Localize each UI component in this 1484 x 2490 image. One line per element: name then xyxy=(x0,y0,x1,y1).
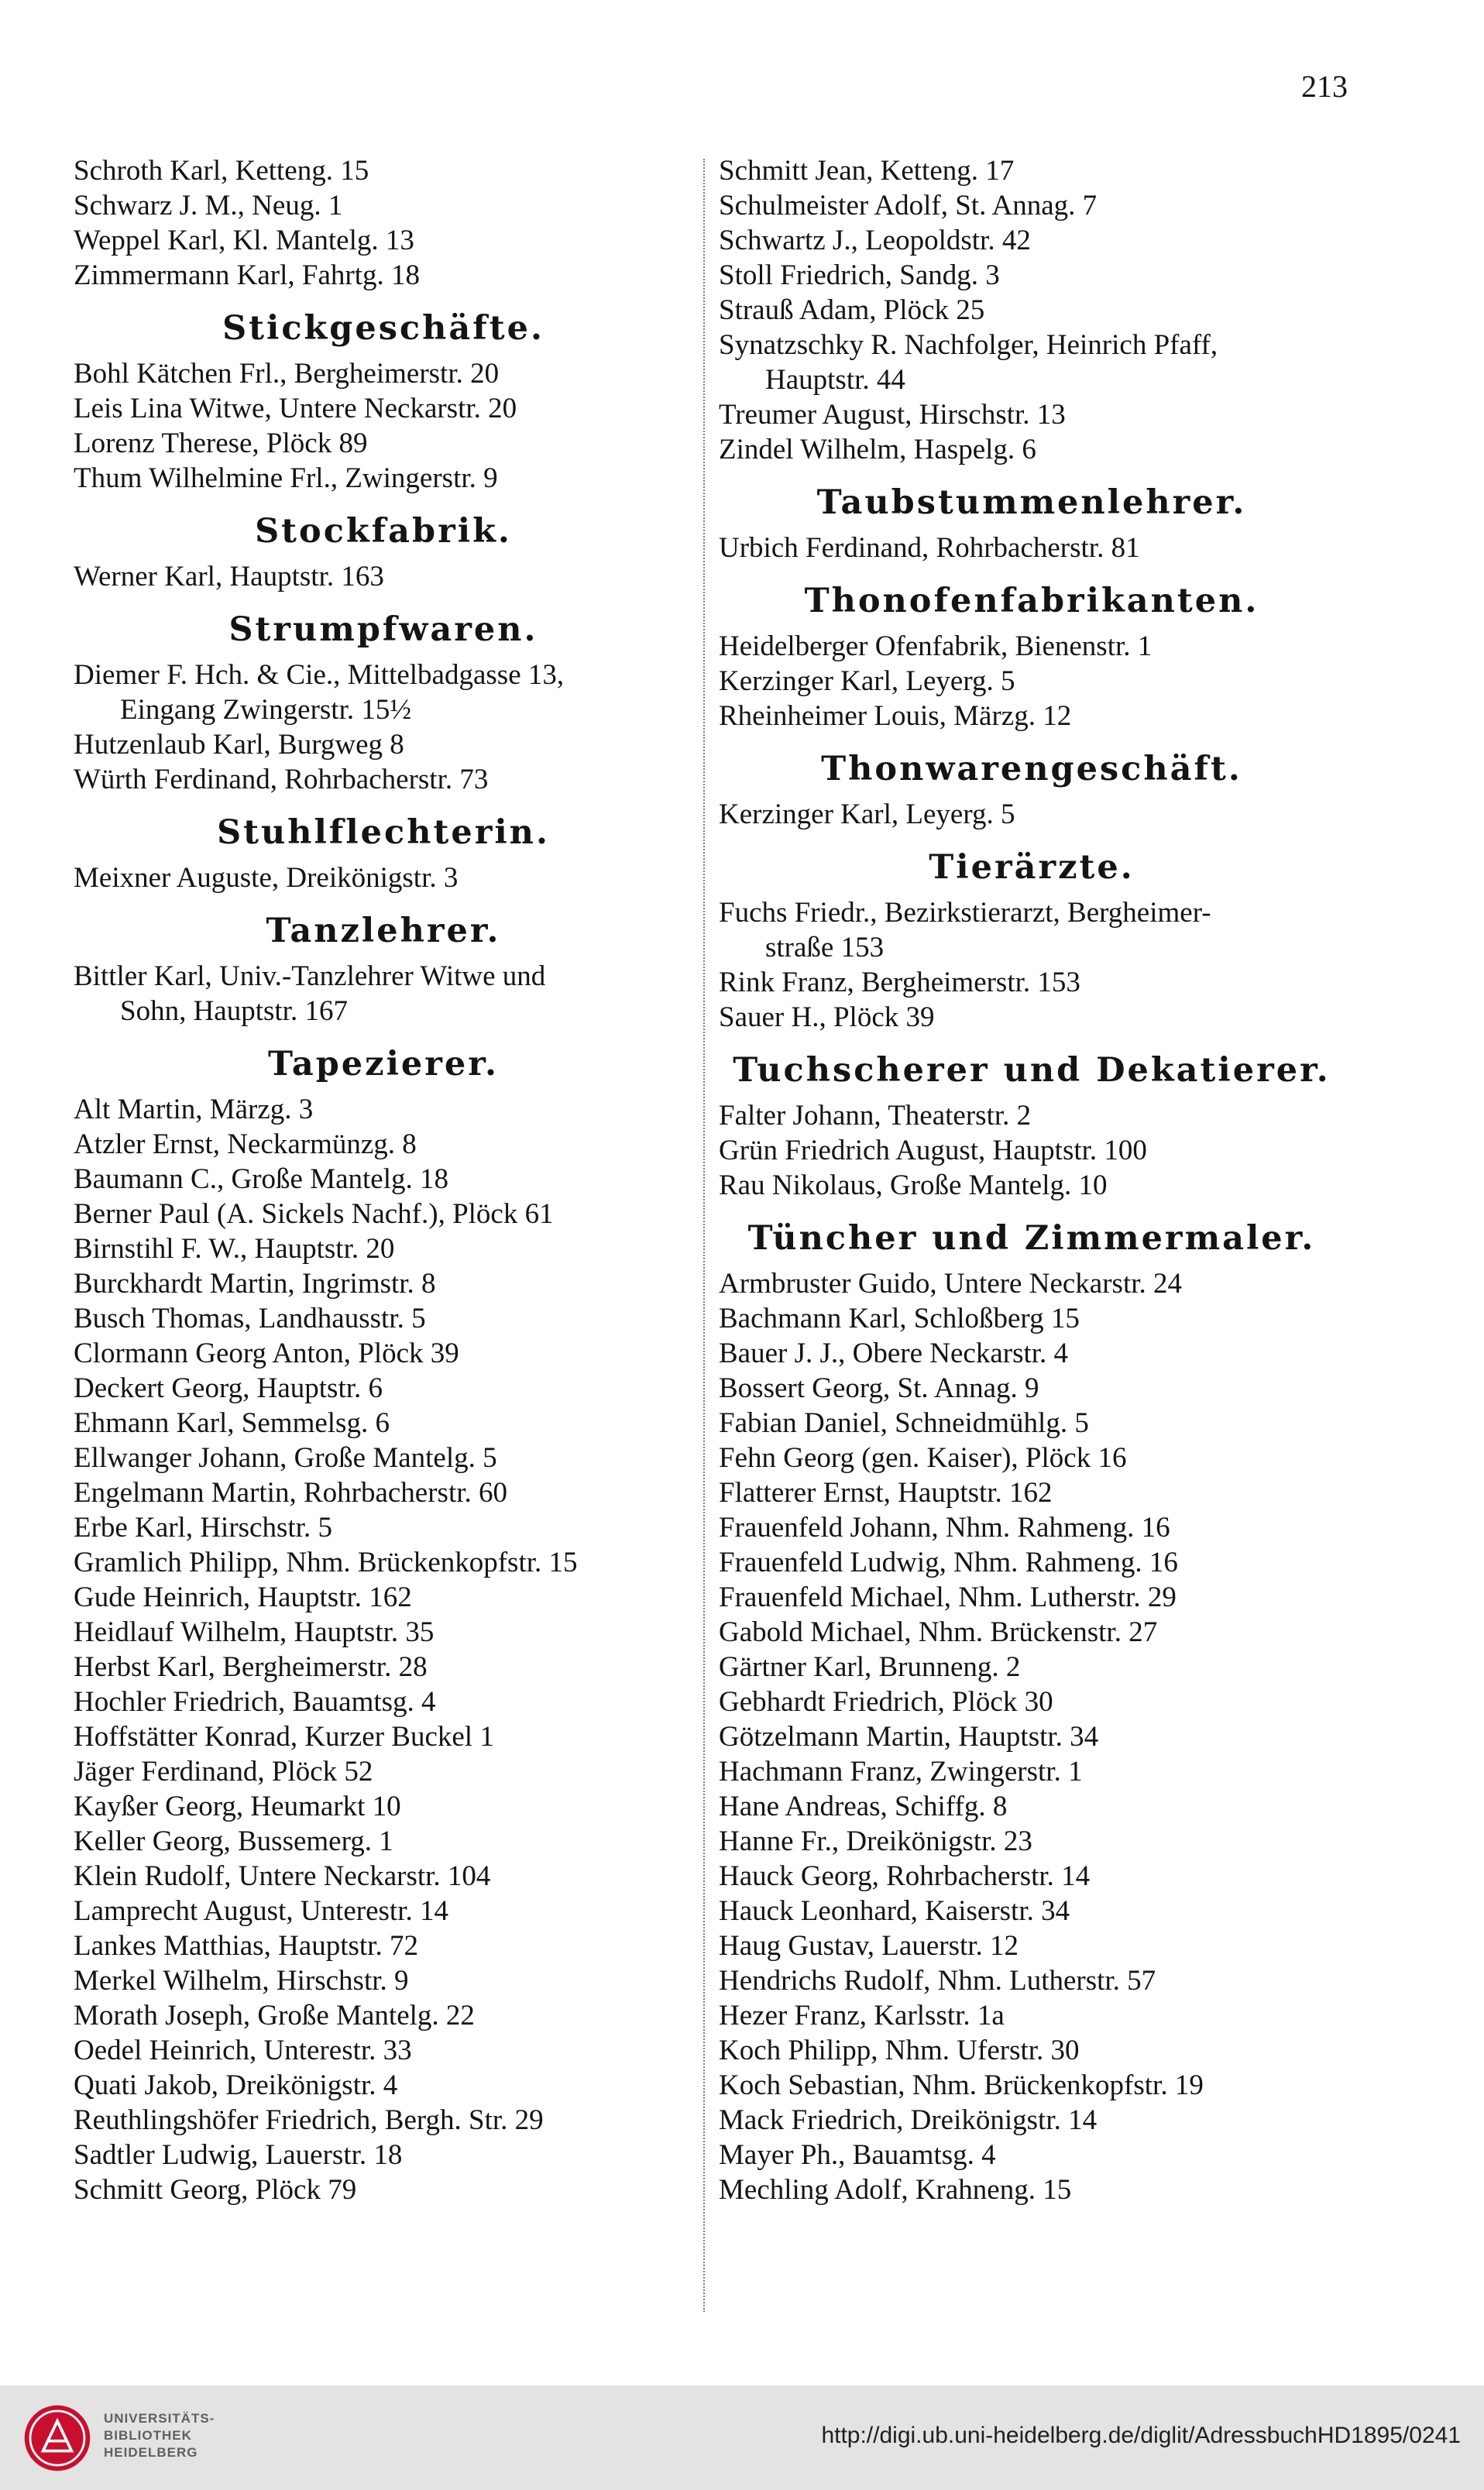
section-heading: Taubstummenlehrer. xyxy=(816,483,1247,522)
directory-entry: Bachmann Karl, Schloßberg 15 xyxy=(719,1303,1080,1334)
directory-entry: Diemer F. Hch. & Cie., Mittelbadgasse 13, xyxy=(74,659,565,691)
section-heading: Tapezierer. xyxy=(268,1045,499,1084)
directory-entry: Hane Andreas, Schiffg. 8 xyxy=(719,1791,1008,1822)
directory-entry: Mayer Ph., Bauamtsg. 4 xyxy=(719,2139,996,2171)
directory-entry: Grün Friedrich August, Hauptstr. 100 xyxy=(719,1135,1147,1166)
directory-entry: Fehn Georg (gen. Kaiser), Plöck 16 xyxy=(719,1442,1127,1474)
section-heading: Strumpfwaren. xyxy=(228,610,538,649)
directory-entry: Gärtner Karl, Brunneng. 2 xyxy=(719,1651,1021,1683)
directory-entry: Schwartz J., Leopoldstr. 42 xyxy=(719,225,1031,256)
directory-entry: Klein Rudolf, Untere Neckarstr. 104 xyxy=(74,1860,491,1892)
directory-entry: Keller Georg, Bussemerg. 1 xyxy=(74,1825,393,1857)
directory-entry: Clormann Georg Anton, Plöck 39 xyxy=(74,1338,459,1369)
directory-entry: Hutzenlaub Karl, Burgweg 8 xyxy=(74,729,404,761)
section-heading: Tüncher und Zimmermaler. xyxy=(747,1219,1316,1258)
directory-entry: Rink Franz, Bergheimerstr. 153 xyxy=(719,967,1080,998)
directory-entry: Lorenz Therese, Plöck 89 xyxy=(74,428,368,459)
directory-entry: Hezer Franz, Karlsstr. 1a xyxy=(719,2000,1005,2031)
directory-entry: Koch Sebastian, Nhm. Brückenkopfstr. 19 xyxy=(719,2069,1204,2101)
section-heading: Thonwarengeschäft. xyxy=(821,750,1242,788)
right-column xyxy=(719,153,1345,2207)
directory-entry: Ellwanger Johann, Große Mantelg. 5 xyxy=(74,1442,497,1474)
university-seal-icon xyxy=(22,2402,93,2474)
directory-entry: Hauck Leonhard, Kaiserstr. 34 xyxy=(719,1895,1070,1927)
directory-entry: Alt Martin, Märzg. 3 xyxy=(74,1094,314,1125)
directory-entry: Weppel Karl, Kl. Mantelg. 13 xyxy=(74,225,414,256)
page-number: 213 xyxy=(1301,69,1348,104)
directory-entry: Herbst Karl, Bergheimerstr. 28 xyxy=(74,1651,428,1683)
directory-entry: Frauenfeld Michael, Nhm. Lutherstr. 29 xyxy=(719,1582,1177,1613)
directory-entry: Bittler Karl, Univ.-Tanzlehrer Witwe und xyxy=(74,960,546,992)
directory-entry: Erbe Karl, Hirschstr. 5 xyxy=(74,1512,332,1544)
directory-entry: Fuchs Friedr., Bezirkstierarzt, Bergheimer- xyxy=(719,897,1211,929)
library-logo-text xyxy=(104,2410,215,2461)
directory-entry: Birnstihl F. W., Hauptstr. 20 xyxy=(74,1233,395,1265)
directory-entry: Morath Joseph, Große Mantelg. 22 xyxy=(74,2000,475,2031)
footer-bar xyxy=(0,2385,1484,2490)
directory-entry: Gude Heinrich, Hauptstr. 162 xyxy=(74,1582,412,1613)
directory-entry: Hachmann Franz, Zwingerstr. 1 xyxy=(719,1756,1083,1788)
directory-entry: Thum Wilhelmine Frl., Zwingerstr. 9 xyxy=(74,462,498,494)
section-heading: Stockfabrik. xyxy=(255,512,512,551)
directory-entry: Schmitt Jean, Ketteng. 17 xyxy=(719,155,1015,187)
section-heading: Stuhlflechterin. xyxy=(217,813,550,852)
directory-entry: Götzelmann Martin, Hauptstr. 34 xyxy=(719,1721,1099,1753)
directory-entry: Jäger Ferdinand, Plöck 52 xyxy=(74,1756,373,1788)
directory-entry: Bohl Kätchen Frl., Bergheimerstr. 20 xyxy=(74,358,500,390)
directory-entry: Leis Lina Witwe, Untere Neckarstr. 20 xyxy=(74,393,517,424)
directory-entry: Kerzinger Karl, Leyerg. 5 xyxy=(719,665,1015,697)
directory-entry: Rheinheimer Louis, Märzg. 12 xyxy=(719,700,1072,732)
directory-entry: Fabian Daniel, Schneidmühlg. 5 xyxy=(719,1407,1089,1439)
section-heading: Tierärzte. xyxy=(929,848,1135,887)
directory-entry: Werner Karl, Hauptstr. 163 xyxy=(74,561,384,592)
directory-entry: Bossert Georg, St. Annag. 9 xyxy=(719,1372,1039,1404)
directory-entry: Zindel Wilhelm, Haspelg. 6 xyxy=(719,434,1036,465)
directory-entry: Lamprecht August, Unterestr. 14 xyxy=(74,1895,448,1927)
directory-entry: Bauer J. J., Obere Neckarstr. 4 xyxy=(719,1338,1069,1369)
directory-entry: Urbich Ferdinand, Rohrbacherstr. 81 xyxy=(719,532,1140,564)
directory-entry: Gramlich Philipp, Nhm. Brückenkopfstr. 15 xyxy=(74,1547,578,1578)
directory-entry: Oedel Heinrich, Unterestr. 33 xyxy=(74,2035,412,2066)
directory-entry: Frauenfeld Ludwig, Nhm. Rahmeng. 16 xyxy=(719,1547,1178,1578)
directory-entry: Hendrichs Rudolf, Nhm. Lutherstr. 57 xyxy=(719,1965,1156,1997)
directory-entry: Flatterer Ernst, Hauptstr. 162 xyxy=(719,1477,1053,1509)
directory-entry: Sadtler Ludwig, Lauerstr. 18 xyxy=(74,2139,403,2171)
directory-entry: Strauß Adam, Plöck 25 xyxy=(719,294,985,326)
directory-entry: Treumer August, Hirschstr. 13 xyxy=(719,399,1066,431)
logo-line: UNIVERSITÄTS- xyxy=(104,2411,215,2426)
directory-entry-continuation: straße 153 xyxy=(765,932,885,963)
directory-entry: Merkel Wilhelm, Hirschstr. 9 xyxy=(74,1965,409,1997)
directory-entry: Lankes Matthias, Hauptstr. 72 xyxy=(74,1930,418,1962)
directory-entry: Sauer H., Plöck 39 xyxy=(719,1001,935,1033)
directory-entry: Hochler Friedrich, Bauamtsg. 4 xyxy=(74,1686,436,1718)
directory-entry: Busch Thomas, Landhausstr. 5 xyxy=(74,1303,426,1334)
directory-entry: Schwarz J. M., Neug. 1 xyxy=(74,190,343,222)
directory-entry: Armbruster Guido, Untere Neckarstr. 24 xyxy=(719,1268,1182,1300)
column-divider xyxy=(703,159,705,2312)
directory-entry-continuation: Eingang Zwingerstr. 15½ xyxy=(120,694,412,726)
directory-entry: Schmitt Georg, Plöck 79 xyxy=(74,2174,357,2206)
directory-entry: Reuthlingshöfer Friedrich, Bergh. Str. 29 xyxy=(74,2104,544,2136)
directory-entry: Mechling Adolf, Krahneng. 15 xyxy=(719,2174,1072,2206)
section-heading: Stickgeschäfte. xyxy=(222,309,544,348)
directory-entry: Burckhardt Martin, Ingrimstr. 8 xyxy=(74,1268,436,1300)
section-heading: Tanzlehrer. xyxy=(266,912,501,950)
directory-entry: Zimmermann Karl, Fahrtg. 18 xyxy=(74,259,420,291)
left-column xyxy=(74,153,693,2207)
logo-line: BIBLIOTHEK xyxy=(104,2428,192,2443)
source-url-link[interactable]: http://digi.ub.uni-heidelberg.de/diglit/AdressbuchHD1895/0241 xyxy=(821,2423,1461,2448)
directory-entry: Gabold Michael, Nhm. Brückenstr. 27 xyxy=(719,1616,1158,1648)
directory-entry: Berner Paul (A. Sickels Nachf.), Plöck 61 xyxy=(74,1198,554,1230)
directory-entry: Koch Philipp, Nhm. Uferstr. 30 xyxy=(719,2035,1080,2066)
section-heading: Thonofenfabrikanten. xyxy=(804,582,1259,620)
logo-line: HEIDELBERG xyxy=(104,2445,198,2460)
directory-entry: Würth Ferdinand, Rohrbacherstr. 73 xyxy=(74,764,489,795)
directory-entry: Deckert Georg, Hauptstr. 6 xyxy=(74,1372,383,1404)
directory-entry: Falter Johann, Theaterstr. 2 xyxy=(719,1100,1032,1132)
directory-entry-continuation: Sohn, Hauptstr. 167 xyxy=(120,995,348,1027)
directory-entry: Schroth Karl, Ketteng. 15 xyxy=(74,155,369,187)
directory-entry: Baumann C., Große Mantelg. 18 xyxy=(74,1163,448,1195)
directory-entry: Ehmann Karl, Semmelsg. 6 xyxy=(74,1407,390,1439)
directory-entry: Engelmann Martin, Rohrbacherstr. 60 xyxy=(74,1477,508,1509)
directory-entry: Gebhardt Friedrich, Plöck 30 xyxy=(719,1686,1053,1718)
directory-entry: Haug Gustav, Lauerstr. 12 xyxy=(719,1930,1019,1962)
directory-entry: Frauenfeld Johann, Nhm. Rahmeng. 16 xyxy=(719,1512,1170,1544)
directory-entry: Synatzschky R. Nachfolger, Heinrich Pfaff, xyxy=(719,329,1218,361)
directory-entry: Hauck Georg, Rohrbacherstr. 14 xyxy=(719,1860,1091,1892)
directory-entry: Mack Friedrich, Dreikönigstr. 14 xyxy=(719,2104,1098,2136)
directory-entry-continuation: Hauptstr. 44 xyxy=(765,364,905,396)
directory-entry: Kayßer Georg, Heumarkt 10 xyxy=(74,1791,401,1822)
directory-entry: Meixner Auguste, Dreikönigstr. 3 xyxy=(74,862,459,894)
directory-entry: Quati Jakob, Dreikönigstr. 4 xyxy=(74,2069,398,2101)
directory-entry: Schulmeister Adolf, St. Annag. 7 xyxy=(719,190,1098,222)
directory-entry: Heidlauf Wilhelm, Hauptstr. 35 xyxy=(74,1616,435,1648)
directory-entry: Hoffstätter Konrad, Kurzer Buckel 1 xyxy=(74,1721,494,1753)
directory-entry: Atzler Ernst, Neckarmünzg. 8 xyxy=(74,1128,417,1160)
directory-entry: Hanne Fr., Dreikönigstr. 23 xyxy=(719,1825,1032,1857)
directory-entry: Rau Nikolaus, Große Mantelg. 10 xyxy=(719,1169,1108,1201)
section-heading: Tuchscherer und Dekatierer. xyxy=(733,1051,1331,1090)
directory-entry: Stoll Friedrich, Sandg. 3 xyxy=(719,259,1000,291)
directory-entry: Kerzinger Karl, Leyerg. 5 xyxy=(719,799,1015,830)
directory-entry: Heidelberger Ofenfabrik, Bienenstr. 1 xyxy=(719,630,1153,662)
